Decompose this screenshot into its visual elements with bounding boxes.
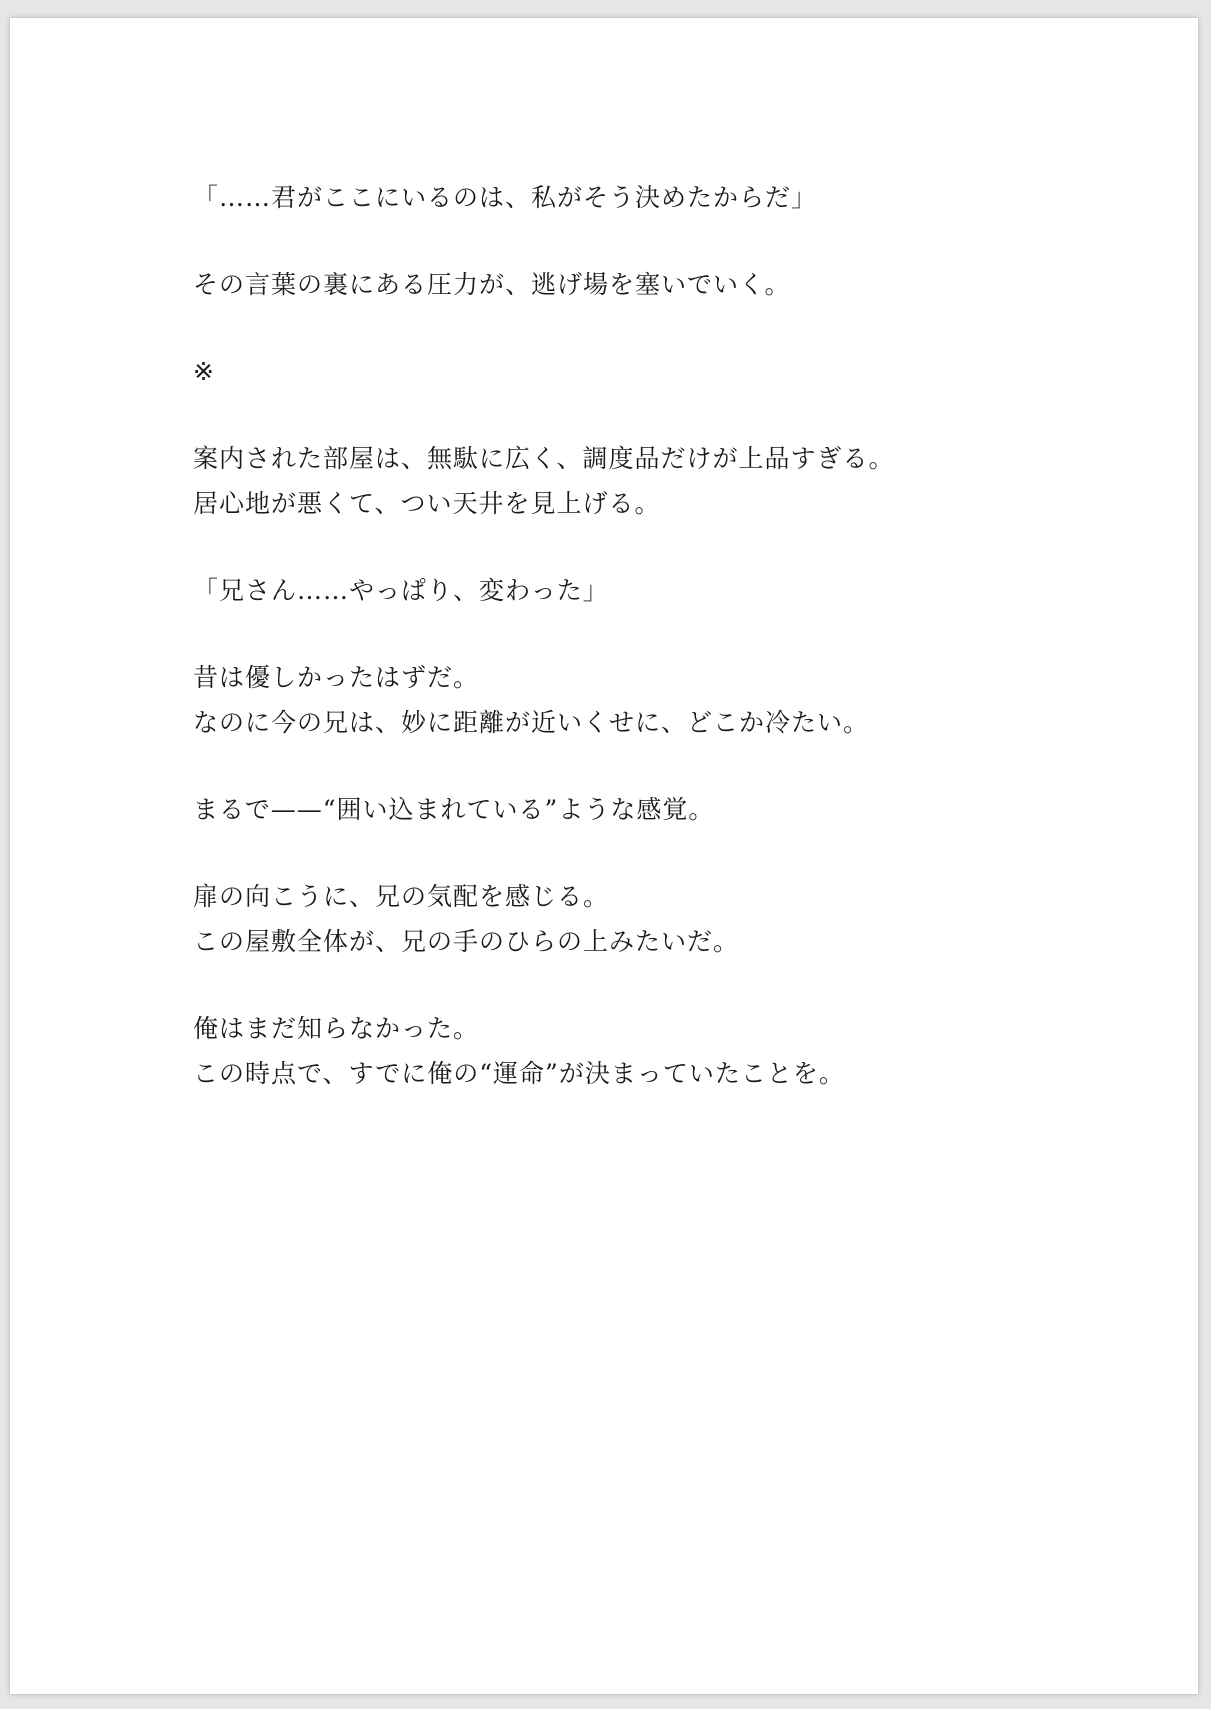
scene-break-mark: ※ (193, 357, 215, 386)
paragraph-gap (193, 964, 1093, 1006)
paragraph-gap (193, 394, 1093, 436)
paragraph-gap (193, 526, 1093, 568)
dialogue-line: 「……君がここにいるのは、私がそう決めたからだ」 (193, 183, 818, 212)
body-text (193, 175, 1093, 1096)
text-line: まるで——“囲い込まれている”ような感覚。 (193, 795, 715, 824)
text-line: この屋敷全体が、兄の手のひらの上みたいだ。 (193, 927, 740, 956)
paragraph-gap (193, 220, 1093, 262)
document-page (10, 18, 1198, 1694)
paragraph-gap (193, 613, 1093, 655)
paragraph-gap (193, 832, 1093, 874)
text-line: 昔は優しかったはずだ。 (193, 663, 480, 692)
text-line: この時点で、すでに俺の“運命”が決まっていたことを。 (193, 1059, 845, 1088)
paragraph-gap (193, 307, 1093, 349)
dialogue-line: 「兄さん……やっぱり、変わった」 (193, 576, 609, 605)
text-line: 案内された部屋は、無駄に広く、調度品だけが上品すぎる。 (193, 444, 895, 473)
paragraph-gap (193, 745, 1093, 787)
text-line: その言葉の裏にある圧力が、逃げ場を塞いでいく。 (193, 270, 791, 299)
text-line: 居心地が悪くて、つい天井を見上げる。 (193, 489, 661, 518)
text-line: 扉の向こうに、兄の気配を感じる。 (193, 882, 610, 911)
text-line: なのに今の兄は、妙に距離が近いくせに、どこか冷たい。 (193, 708, 870, 737)
text-line: 俺はまだ知らなかった。 (193, 1014, 480, 1043)
